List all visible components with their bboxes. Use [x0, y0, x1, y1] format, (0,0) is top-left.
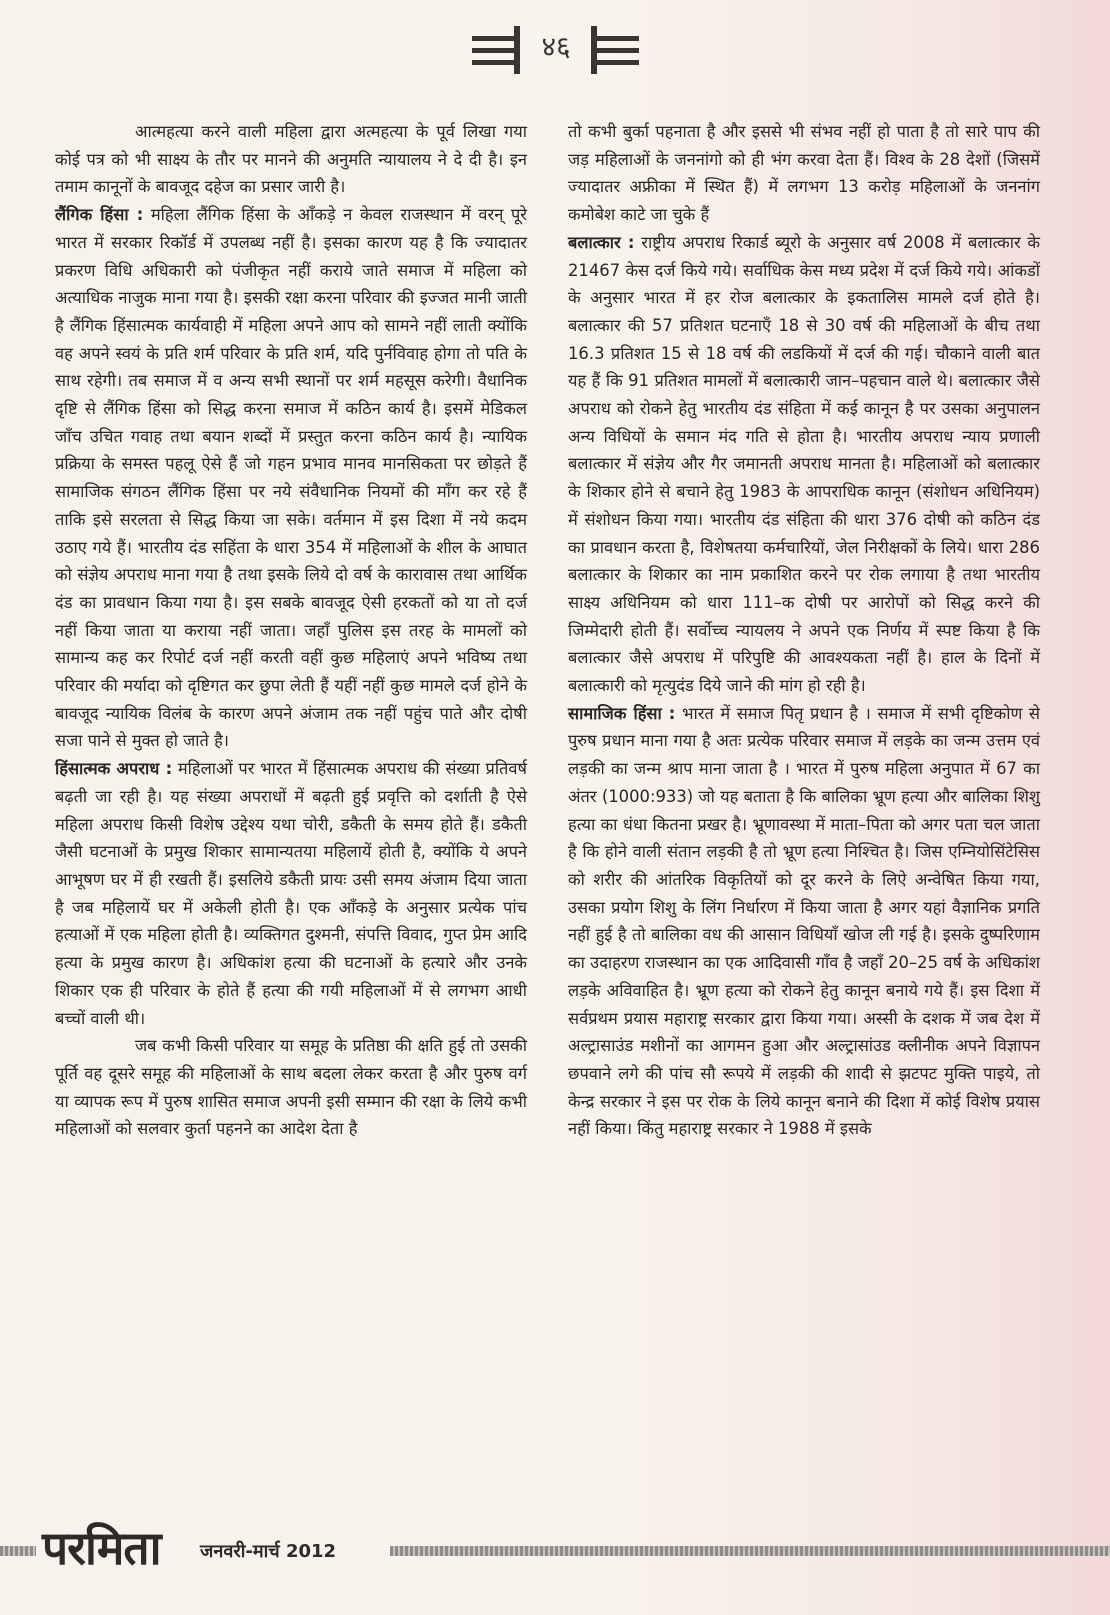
paragraph-text: महिलाओं पर भारत में हिंसात्मक अपराध की संख्या प्रतिवर्ष बढ़ती जा रही है। यह संख्या अपराधों में बढ़ती हुई प्रवृत्ति को दर्शाती है ऐसे महिला अपराध किसी विशेष उद्देश्य यथा चोरी, डकैती के समय होते हैं। डकैती जैसी घटनाओं के प्रमुख शिकार सामान्यतया महिलायें होती है, क्योंकि ये अपने आभूषण घर में ही रखती हैं। इसलिये डकैती प्रायः उसी समय अंजाम दिया जाता है जब महिलायें घर में अकेली होती है। एक आँकड़े के अनुसार प्रत्येक पांच हत्याओं में एक महिला होती है। व्यक्तिगत दुश्मनी, संपत्ति विवाद, गुप्त प्रेम आदि हत्या के प्रमुख कारण है। अधिकांश हत्या की घटनाओं के हत्यारे और उनके शिकार एक ही परिवार के होते हैं हत्या की गयी महिलाओं में से लगभग आधी बच्चों वाली थी।: [55, 759, 527, 1028]
footer-rule: [0, 1546, 36, 1556]
paragraph: [568, 700, 1040, 1143]
section-heading: सामाजिक हिंसा :: [568, 703, 676, 723]
left-bracket-ornament-icon: [470, 26, 528, 74]
magazine-logo: परमिता: [42, 1521, 161, 1575]
paragraph: [55, 755, 527, 1032]
paragraph: तो कभी बुर्का पहनाता है और इससे भी संभव नहीं हो पाता है तो सारे पाप की जड़ महिलाओं के जननांगो को ही भंग करवा देता हैं। विश्व के 28 देशों (जिसमें ज्यादातर अफ्रीका में स्थित हैं) में लगभग 13 करोड़ महिलाओं के जननांग कमोबेश काटे जा चुके हैं: [568, 122, 1040, 225]
right-column: [568, 118, 1040, 1143]
paragraph-text: राष्ट्रीय अपराध रिकार्ड ब्यूरो के अनुसार वर्ष 2008 में बलात्कार के 21467 केस दर्ज किये गये। सर्वाधिक केस मध्य प्रदेश में दर्ज किये गये। आंकडों के अनुसार भारत में हर रोज बलात्कार के इकतालिस मामले दर्ज होते है। बलात्कार की 57 प्रतिशत घटनाएँ 18 से 30 वर्ष की महिलाओं के बीच तथा 16.3 प्रतिशत 15 से 18 वर्ष की लडकियों में दर्ज की गई। चौकाने वाली बात यह हैं कि 91 प्रतिशत मामलों में बलात्कारी जान–पहचान वाले थे। बलात्कार जैसे अपराध को रोकने हेतु भारतीय दंड संहिता में कई कानून है पर उसका अनुपालन अन्य विधियों के समान मंद गति से होता है। भारतीय अपराध न्याय प्रणाली बलात्कार में संज्ञेय और गैर जमानती अपराध मानता है। महिलाओं को बलात्कार के शिकार होने से बचाने हेतु 1983 के आपराधिक कानून (संशोधन अधिनियम) में संशोधन किया गया। भारतीय दंड संहिता की धारा 376 दोषी को कठिन दंड का प्रावधान करता है, विशेषतया कर्मचारियों, जेल निरीक्षकों के लिये। धारा 286 बलात्कार के शिकार का नाम प्रकाशित करने पर रोक लगाया है तथा भारतीय साक्ष्य अधिनियम को धारा 111–क दोषी पर आरोपों को सिद्ध करने की जिम्मेदारी होती हैं। सर्वोच्च न्यायलय ने अपने एक निर्णय में स्पष्ट किया है कि बलात्कार जैसे अपराध में परिपुष्टि की आवश्यकता नहीं है। हाल के दिनों में बलात्कारी को मृत्युदंड दिये जाने की मांग हो रही है।: [568, 232, 1040, 696]
page-header: [0, 18, 1110, 88]
page-number: ४६: [541, 30, 571, 63]
issue-date: जनवरी-मार्च 2012: [200, 1541, 337, 1562]
section-heading: बलात्कार :: [568, 232, 635, 252]
paragraph-text: महिला लैंगिक हिंसा के आँकड़े न केवल राजस्थान में वरन् पूरे भारत में सरकार रिकॉर्ड में उपलब्ध नहीं है। इसका कारण यह है कि ज्यादातर प्रकरण विधि अधिकारी को पंजीकृत नहीं कराये जाते समाज में महिला को अत्याधिक नाजुक माना गया है। इसकी रक्षा करना परिवार की इज्जत मानी जाती है लैंगिक हिंसात्मक कार्यवाही में महिला अपने आप को सामने नहीं लाती क्योंकि वह अपने स्वयं के प्रति शर्म परिवार के प्रति शर्म, यदि पुर्नविवाह होगा तो पति के साथ रहेगी। तब समाज में व अन्य सभी स्थानों पर शर्म महसूस करेगी। वैधानिक दृष्टि से लैंगिक हिंसा को सिद्ध करना समाज में कठिन कार्य है। इसमें मेडिकल जाँच उचित गवाह तथा बयान शब्दों में प्रस्तुत करना कठिन कार्य है। न्यायिक प्रक्रिया के समस्त पहलू ऐसे हैं जो गहन प्रभाव मानव मानसिकता पर छोड़ते हैं सामाजिक संगठन लैंगिक हिंसा पर नये संवैधानिक नियमों की माँग कर रहे हैं ताकि इसे सरलता से सिद्ध किया जा सके। वर्तमान में इस दिशा में नये कदम उठाए गये हैं। भारतीय दंड सहिंता के धारा 354 में महिलाओं के शील के आघात को संज्ञेय अपराध माना गया है तथा इसके लिये दो वर्ष के कारावास तथा आर्थिक दंड का प्रावधान किया गया है। इस सबके बावजूद ऐसी हरकतों को या तो दर्ज नहीं किया जाता या कराया नहीं जाता। जहाँ पुलिस इस तरह के मामलों को सामान्य कह कर रिपोर्ट दर्ज नहीं करती वहीं कुछ महिलाएं अपने भविष्य तथा परिवार की मर्यादा को दृष्टिगत कर छुपा लेती हैं यहीं नहीं कुछ मामले दर्ज होने के बावजूद न्यायिक विलंब के कारण अपने अंजाम तक नहीं पहुंच पाते और दोषी सजा पाने से मुक्त हो जाते है।: [55, 205, 527, 751]
page-footer: [0, 1520, 1110, 1580]
right-bracket-ornament-icon: [583, 26, 641, 74]
paragraph: आत्महत्या करने वाली महिला द्वारा अत्महत्या के पूर्व लिखा गया कोई पत्र को भी साक्ष्य के तौर पर मानने की अनुमति न्यायालय ने दे दी है। इन तमाम कानूनों के बावजूद दहेज का प्रसार जारी है।: [55, 122, 527, 197]
paragraph: [55, 201, 527, 755]
footer-rule: [390, 1546, 1110, 1556]
paragraph-text: भारत में समाज पितृ प्रधान है । समाज में सभी दृष्टिकोण से पुरुष प्रधान माना गया है अतः प्रत्येक परिवार समाज में लड़के का जन्म उत्तम एवं लड़की का जन्म श्राप माना जाता है । भारत में पुरुष महिला अनुपात में 67 का अंतर (1000:933) जो यह बताता है कि बालिका भ्रूण हत्या और बालिका शिशु हत्या का धंधा कितना प्रखर है। भ्रूणावस्था में माता–पिता को अगर पता चल जाता है कि होने वाली संतान लड़की है तो भ्रूण हत्या निश्चित है। जिस एम्नियोसिंटेसिस को शरीर की आंतरिक विकृतियों को दूर करने के लिऐ अन्वेषित किया गया, उसका प्रयोग शिशु के लिंग निर्धारण में किया जाता है अगर यहां वैज्ञानिक प्रगति नहीं हुई है तो बालिका वध की आसान विधियाँ खोज ली गई है। इसके दुष्परिणाम का उदाहरण राजस्थान का एक आदिवासी गाँव है जहाँ 20–25 वर्ष के अधिकांश लड़के अविवाहित है। भ्रूण हत्या को रोकने हेतु कानून बनाये गये हैं। इस दिशा में सर्वप्रथम प्रयास महाराष्ट्र सरकार द्वारा किया गया। अस्सी के दशक में जब देश में अल्ट्रासाउंड मशीनों का आगमन हुआ और अल्ट्रासांउड क्लीनीक अपने विज्ञापन छपवाने लगे की पांच सौ रूपये में लड़की की शादी से झटपट मुक्ति पाइये, तो केन्द्र सरकार ने इस पर रोक के लिये कानून बनाने की दिशा में कोई विशेष प्रयास नहीं किया। किंतु महाराष्ट्र सरकार ने 1988 में इसके: [568, 703, 1041, 1139]
paragraph: [568, 229, 1040, 700]
section-heading: हिंसात्मक अपराध :: [55, 759, 173, 779]
left-column: [55, 118, 527, 1143]
section-heading: लैंगिक हिंसा :: [55, 205, 144, 225]
paragraph: जब कभी किसी परिवार या समूह के प्रतिष्ठा की क्षति हुई तो उसकी पूर्ति वह दूसरे समूह की महिलाओं के साथ बदला लेकर करता है और पुरुष वर्ग या व्यापक रूप में पुरुष शासित समाज अपनी इसी सम्मान की रक्षा के लिये कभी महिलाओं को सलवार कुर्ता पहनने का आदेश देता है: [55, 1036, 527, 1139]
